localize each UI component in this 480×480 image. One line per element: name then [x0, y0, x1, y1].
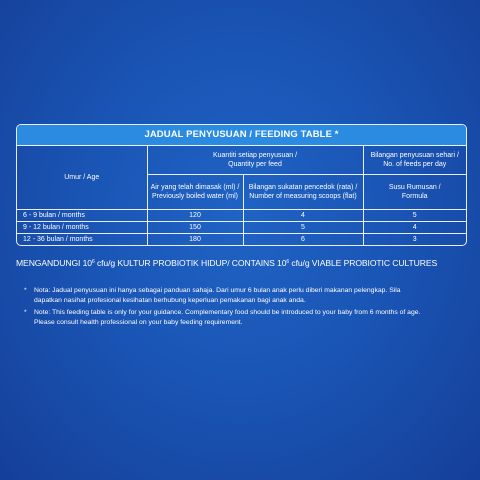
table-row	[17, 234, 466, 246]
table-row	[17, 210, 466, 222]
note-malay	[24, 286, 464, 305]
row-scoops: 6	[243, 234, 363, 246]
formula-header-line2: Formula	[401, 193, 428, 200]
probiotic-text-1: MENGANDUNGI 10	[16, 258, 92, 268]
note-asterisk: *	[24, 309, 27, 316]
formula-header-line1: Susu Rumusan /	[388, 184, 441, 191]
note-english-line1: Note: This feeding table is only for your guidance. Complementary food should be introduced to your baby from 6 months of age.	[34, 309, 421, 316]
note-english-line2: Please consult health professional on your baby feeding requirement.	[34, 318, 243, 326]
formula-header	[363, 175, 466, 210]
row-scoops: 4	[243, 210, 363, 222]
water-header-line2: Previously boiled water (ml)	[152, 193, 238, 200]
note-english	[24, 308, 464, 327]
probiotic-text-2: cfu/g KULTUR PROBIOTIK HIDUP/ CONTAINS 10	[94, 258, 287, 268]
notes-section	[24, 286, 464, 330]
row-age: 12 - 36 bulan / months	[17, 234, 147, 246]
probiotic-exponent-2: 6	[286, 259, 290, 265]
scoops-header-line2: Number of measuring scoops (flat)	[249, 193, 357, 200]
row-water: 180	[147, 234, 243, 246]
note-malay-line2: dapatkan nasihat profesional kesihatan berhubung keperluan pemakanan bagi anak anda.	[34, 296, 306, 304]
feeding-table-grid	[17, 146, 466, 245]
quantity-header	[147, 146, 363, 175]
table-row	[17, 222, 466, 234]
row-feeds: 5	[363, 210, 466, 222]
row-feeds: 4	[363, 222, 466, 234]
row-water: 150	[147, 222, 243, 234]
row-age: 9 - 12 bulan / months	[17, 222, 147, 234]
table-title: JADUAL PENYUSUAN / FEEDING TABLE *	[17, 125, 466, 146]
probiotic-statement	[16, 258, 472, 268]
feeds-header-line2: No. of feeds per day	[383, 161, 447, 168]
probiotic-exponent-1: 6	[91, 259, 95, 265]
age-header: Umur / Age	[17, 146, 147, 210]
scoops-header	[243, 175, 363, 210]
water-header-line1: Air yang telah dimasak (ml) /	[150, 184, 240, 191]
row-age: 6 - 9 bulan / months	[17, 210, 147, 222]
note-asterisk: *	[24, 287, 27, 294]
feeding-table	[16, 124, 467, 246]
scoops-header-line1: Bilangan sukatan pencedok (rata) /	[248, 184, 358, 191]
note-malay-line1: Nota: Jadual penyusuan ini hanya sebagai panduan sahaja. Dari umur 6 bulan anak perlu diberi makanan pelengkap. Sila	[34, 287, 401, 294]
row-water: 120	[147, 210, 243, 222]
feeds-header-line1: Bilangan penyusuan sehari /	[370, 152, 459, 159]
feeds-header	[363, 146, 466, 175]
row-scoops: 5	[243, 222, 363, 234]
quantity-header-line2: Quantity per feed	[228, 161, 282, 168]
row-feeds: 3	[363, 234, 466, 246]
probiotic-text-3: cfu/g VIABLE PROBIOTIC CULTURES	[289, 258, 438, 268]
quantity-header-line1: Kuantiti setiap penyusuan /	[212, 152, 298, 159]
water-header	[147, 175, 243, 210]
